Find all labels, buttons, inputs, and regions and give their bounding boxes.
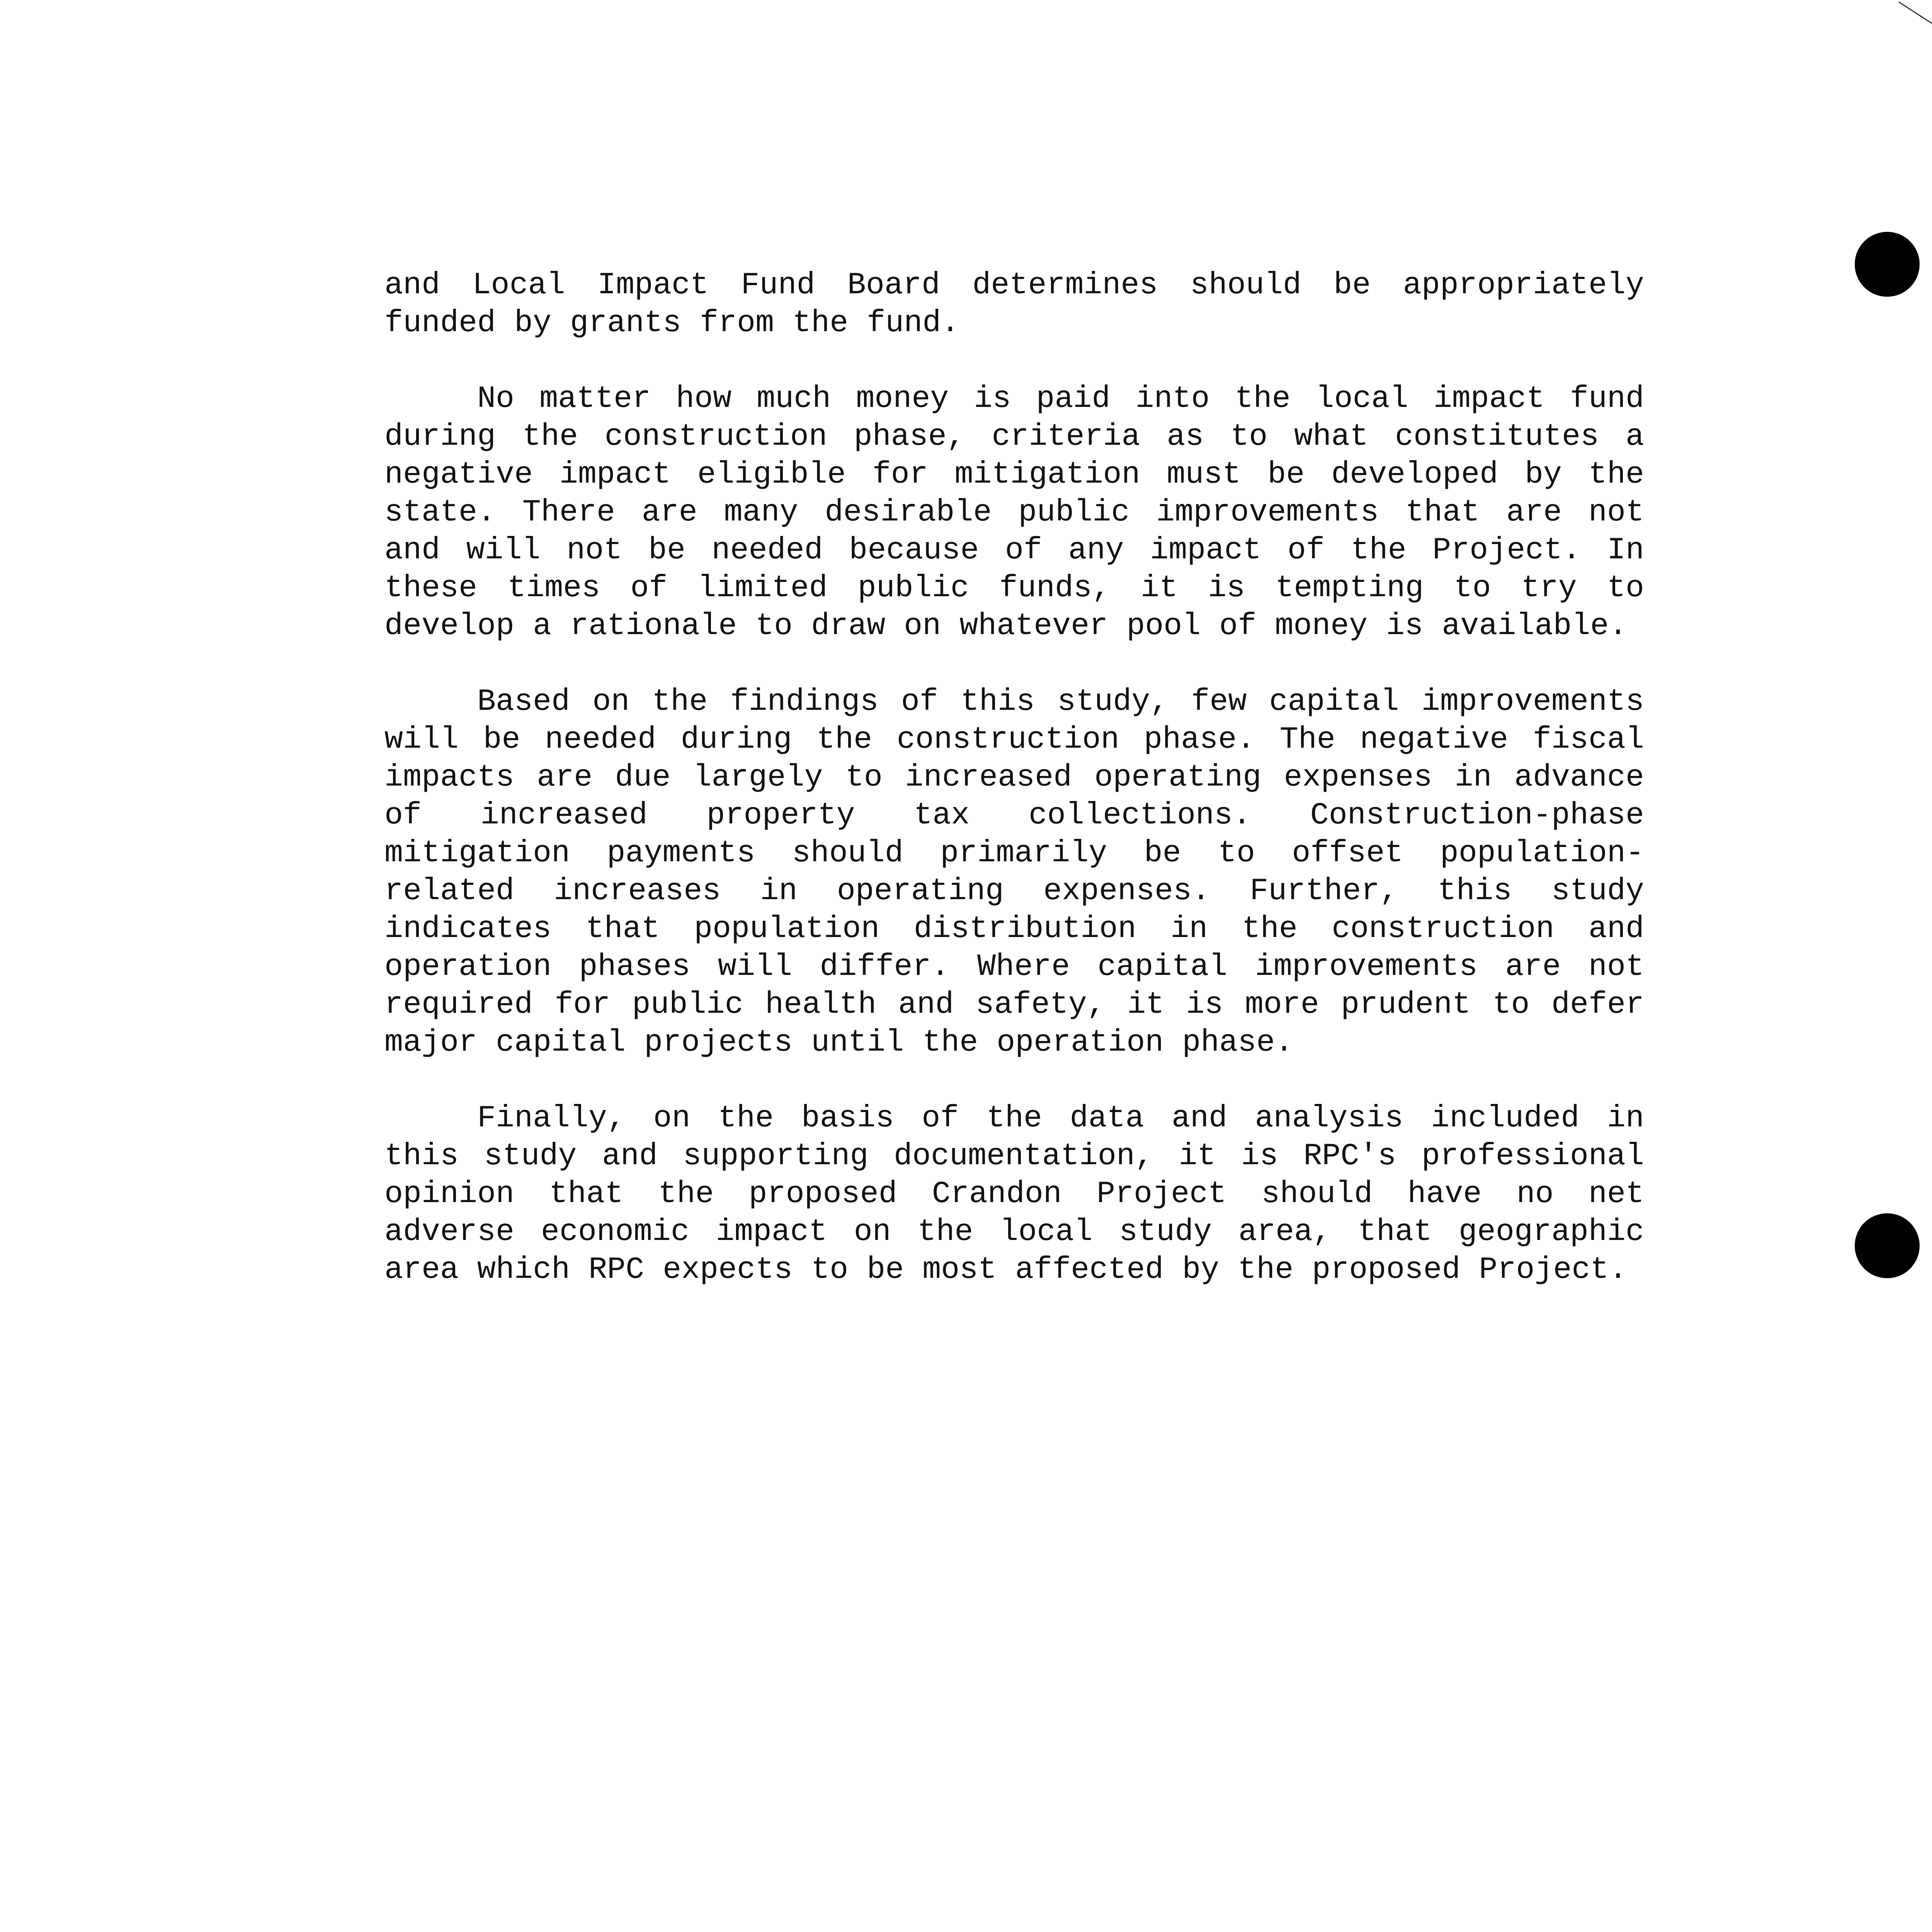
binder-hole-top — [1855, 232, 1920, 297]
body-text — [384, 267, 1644, 1327]
paragraph-3: Based on the findings of this study, few capital improvements will be needed during the construction phase. The negative fiscal impacts are due largely to increased operating expenses in advance of increased property tax collections. Construction-phase mitigation payments should primarily be to offset population-related increases in operating expenses. Further, this study indicates that population distribution in the construction and operation phases will differ. Where capital improvements are not required for public health and safety, it is more prudent to defer major capital projects until the operation phase. — [384, 684, 1644, 1060]
paragraph-2: No matter how much money is paid into the local impact fund during the construction phase, criteria as to what constitutes a negative impact eligible for mitigation must be developed by the state. There are many desirable public improvements that are not and will not be needed because of any impact of the Project. In these times of limited public funds, it is tempting to try to develop a rationale to draw on whatever pool of money is available. — [384, 381, 1644, 644]
corner-mark — [1895, 0, 1932, 31]
paragraph-1: and Local Impact Fund Board determines should be appropriately funded by grants from the fund. — [384, 268, 1644, 341]
binder-hole-middle — [1855, 1213, 1920, 1278]
paragraph-4: Finally, on the basis of the data and analysis included in this study and supporting documentation, it is RPC's professional opinion that the proposed Crandon Project should have no net adverse economic impact on the local study area, that geographic area which RPC expects to be most affected by the proposed Project. — [384, 1101, 1644, 1287]
